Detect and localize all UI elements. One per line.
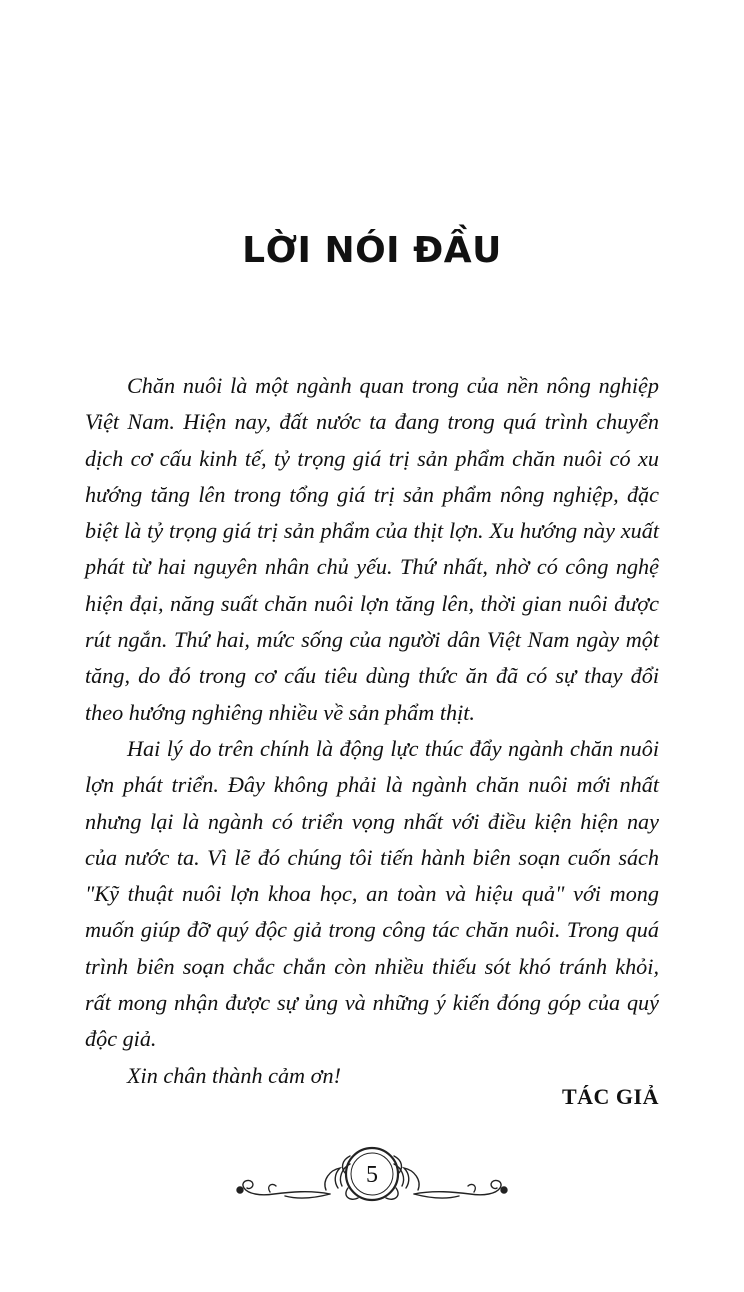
author-signature: TÁC GIẢ: [561, 1084, 659, 1109]
paragraph: Chăn nuôi là một ngành quan trong của nền nông nghiệp Việt Nam. Hiện nay, đất nước ta đang trong quá trình chuyển dịch cơ cấu kinh tế, tỷ trọng giá trị sản phẩm chăn nuôi có xu hướng tăng lên trong tổng giá trị sản phẩm nông nghiệp, đặc biệt là tỷ trọng giá trị sản phẩm của thịt lợn. Xu hướng này xuất phát từ hai nguyên nhân chủ yếu. Thứ nhất, nhờ có công nghệ hiện đại, năng suất chăn nuôi lợn tăng lên, thời gian nuôi được rút ngắn. Thứ hai, mức sống của người dân Việt Nam ngày một tăng, do đó trong cơ cấu tiêu dùng thức ăn đã có sự thay đổi theo hướng nghiêng nhiều về sản phẩm thịt.: [85, 373, 659, 725]
paragraph: Xin chân thành cảm ơn!: [127, 1062, 341, 1088]
page-number: 5: [366, 1162, 378, 1188]
paragraph: Hai lý do trên chính là động lực thúc đẩy ngành chăn nuôi lợn phát triển. Đây không phải là ngành chăn nuôi mới nhất nhưng lại là ngành có triển vọng nhất với điều kiện hiện nay của nước ta. Vì lẽ đó chúng tôi tiến hành biên soạn cuốn sách "Kỹ thuật nuôi lợn khoa học, an toàn và hiệu quả" với mong muốn giúp đỡ quý độc giả trong công tác chăn nuôi. Trong quá trình biên soạn chắc chắn còn nhiều thiếu sót khó tránh khỏi, rất mong nhận được sự ủng và những ý kiến đóng góp của quý độc giả.: [85, 735, 659, 1052]
page-title: LỜI NÓI ĐẦU: [242, 230, 502, 271]
preface-body: [85, 368, 659, 1094]
